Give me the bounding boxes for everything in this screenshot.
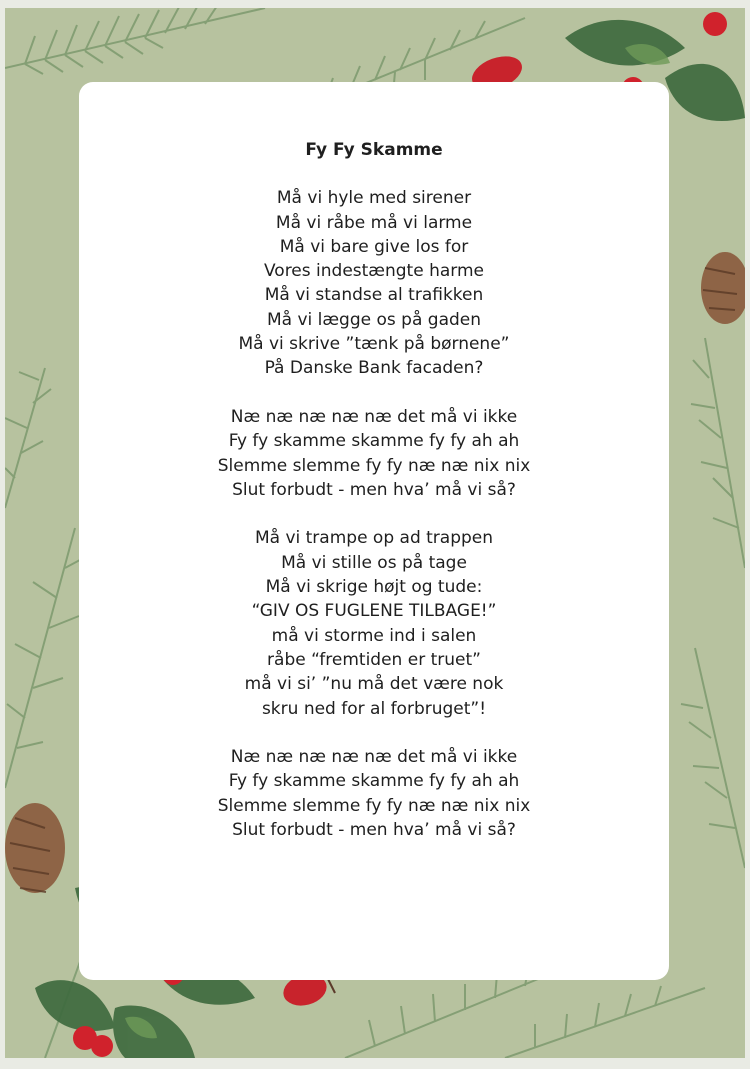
poem-line: Må vi skrive ”tænk på børnene” [238, 334, 510, 355]
poem-line: Må vi stille os på tage [281, 552, 467, 573]
poem-line: Slemme slemme fy fy næ næ nix nix [217, 795, 531, 816]
poem-line: Vores indestængte harme [263, 261, 484, 282]
poem-line: Må vi bare give los for [279, 236, 469, 257]
poem-line: Må vi trampe op ad trappen [254, 528, 494, 549]
poem-line: Må vi råbe må vi larme [275, 212, 473, 233]
poem-chorus [79, 745, 669, 842]
poem-line: Slemme slemme fy fy næ næ nix nix [217, 455, 531, 476]
poem-line: Slut forbudt - men hva’ må vi så? [232, 479, 516, 500]
poem-line: På Danske Bank facaden? [264, 358, 484, 379]
poem-line: må vi storme ind i salen [271, 625, 477, 646]
poem-line: Fy fy skamme skamme fy fy ah ah [228, 771, 520, 792]
poem-line: “GIV OS FUGLENE TILBAGE!” [251, 601, 497, 622]
poem-line: Må vi standse al trafikken [264, 285, 484, 306]
poem-chorus [79, 405, 669, 502]
poem-line: Må vi skrige højt og tude: [265, 577, 483, 598]
poem-line: Fy fy skamme skamme fy fy ah ah [228, 431, 520, 452]
poem-line: Næ næ næ næ næ det må vi ikke [230, 747, 518, 768]
poem-line: Slut forbudt - men hva’ må vi så? [232, 820, 516, 841]
poem-line: må vi si’ ”nu må det være nok [244, 674, 504, 695]
poem-stanza [79, 186, 669, 380]
poem-line: skru ned for al forbruget”! [261, 698, 487, 719]
poem-stanza [79, 526, 669, 720]
poem-line: Næ næ næ næ næ det må vi ikke [230, 406, 518, 427]
poem-line: Må vi lægge os på gaden [266, 309, 482, 330]
poem-page [5, 8, 745, 1058]
poem-text [79, 138, 669, 867]
poem-line: råbe “fremtiden er truet” [267, 649, 481, 670]
poem-line: Må vi hyle med sirener [276, 188, 472, 209]
poem-card [79, 82, 669, 980]
poem-title: Fy Fy Skamme [305, 140, 443, 160]
